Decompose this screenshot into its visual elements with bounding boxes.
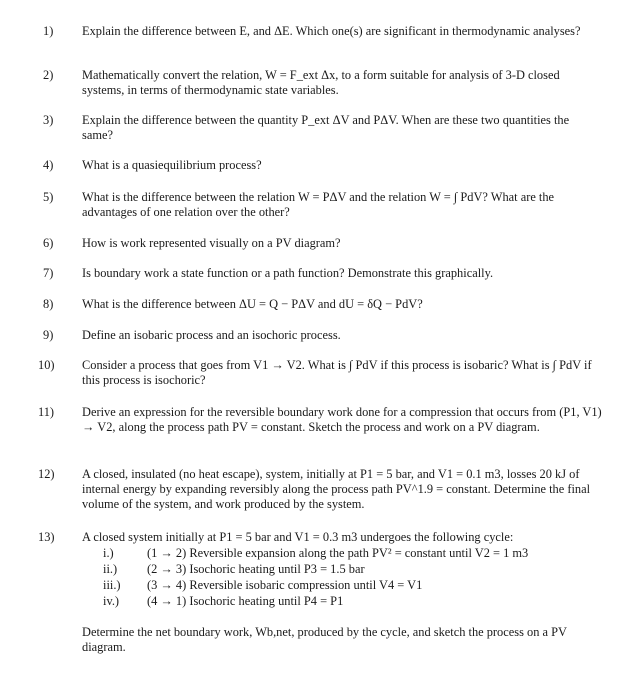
question-text: Mathematically convert the relation, W = F_ext Δx, to a form suitable for analysis of 3-D closed systems, in terms of thermodynamic state variables. [82,68,560,97]
question-number: 11) [38,405,55,419]
question-number: 9) [43,328,54,342]
question-text: Explain the difference between the quantity P_ext ΔV and PΔV. When are these two quantities the same? [82,113,570,142]
cycle-text: (2 → 3) Isochoric heating until P3 = 1.5 bar [147,562,365,576]
question-text: Explain the difference between E, and ΔE. Which one(s) are significant in thermodynamic analyses? [82,24,581,38]
cycle-roman: i.) [103,546,114,560]
question-number: 3) [43,113,54,127]
cycle-text: (3 → 4) Reversible isobaric compression until V4 = V1 [147,578,423,592]
question-number: 6) [43,236,54,250]
question-text: Derive an expression for the reversible boundary work done for a compression that occurs from (P1, V1) → V2, along the process path PV = constant. Sketch the process and work on a PV diagram. [82,405,602,434]
question-text: Define an isobaric process and an isochoric process. [82,328,341,342]
cycle-text: (1 → 2) Reversible expansion along the path PV² = constant until V2 = 1 m3 [147,546,529,560]
question-number: 1) [43,24,54,38]
question-number: 7) [43,266,54,280]
question-text: Consider a process that goes from V1 → V2. What is ∫ PdV if this process is isobaric? What is ∫ PdV if this process is isochoric? [82,358,592,387]
question-text: What is the difference between the relation W = PΔV and the relation W = ∫ PdV? What are the advantages of one relation over the other? [82,190,555,219]
cycle-roman: ii.) [103,562,118,576]
question-number: 2) [43,68,54,82]
question-number: 8) [43,297,54,311]
question-number: 12) [38,467,55,481]
question-number: 5) [43,190,54,204]
cycle-roman: iv.) [103,594,120,608]
question-text: A closed, insulated (no heat escape), system, initially at P1 = 5 bar, and V1 = 0.1 m3, losses 20 kJ of internal energy by expanding reversibly along the process path PV^1.9 = constant. Determine the final volume of the system, and work produced by the system. [82,467,591,511]
closing-text: Determine the net boundary work, Wb,net, produced by the cycle, and sketch the process on a PV diagram. [82,625,567,654]
question-text: What is the difference between ΔU = Q − PΔV and dU = δQ − PdV? [82,297,423,311]
question-text: How is work represented visually on a PV diagram? [82,236,341,250]
cycle-text: (4 → 1) Isochoric heating until P4 = P1 [147,594,344,608]
question-number: 13) [38,530,55,544]
question-text: A closed system initially at P1 = 5 bar and V1 = 0.3 m3 undergoes the following cycle: [82,530,514,544]
cycle-roman: iii.) [103,578,121,592]
question-number: 4) [43,158,54,172]
question-text: What is a quasiequilibrium process? [82,158,262,172]
question-number: 10) [38,358,55,372]
question-text: Is boundary work a state function or a path function? Demonstrate this graphically. [82,266,494,280]
